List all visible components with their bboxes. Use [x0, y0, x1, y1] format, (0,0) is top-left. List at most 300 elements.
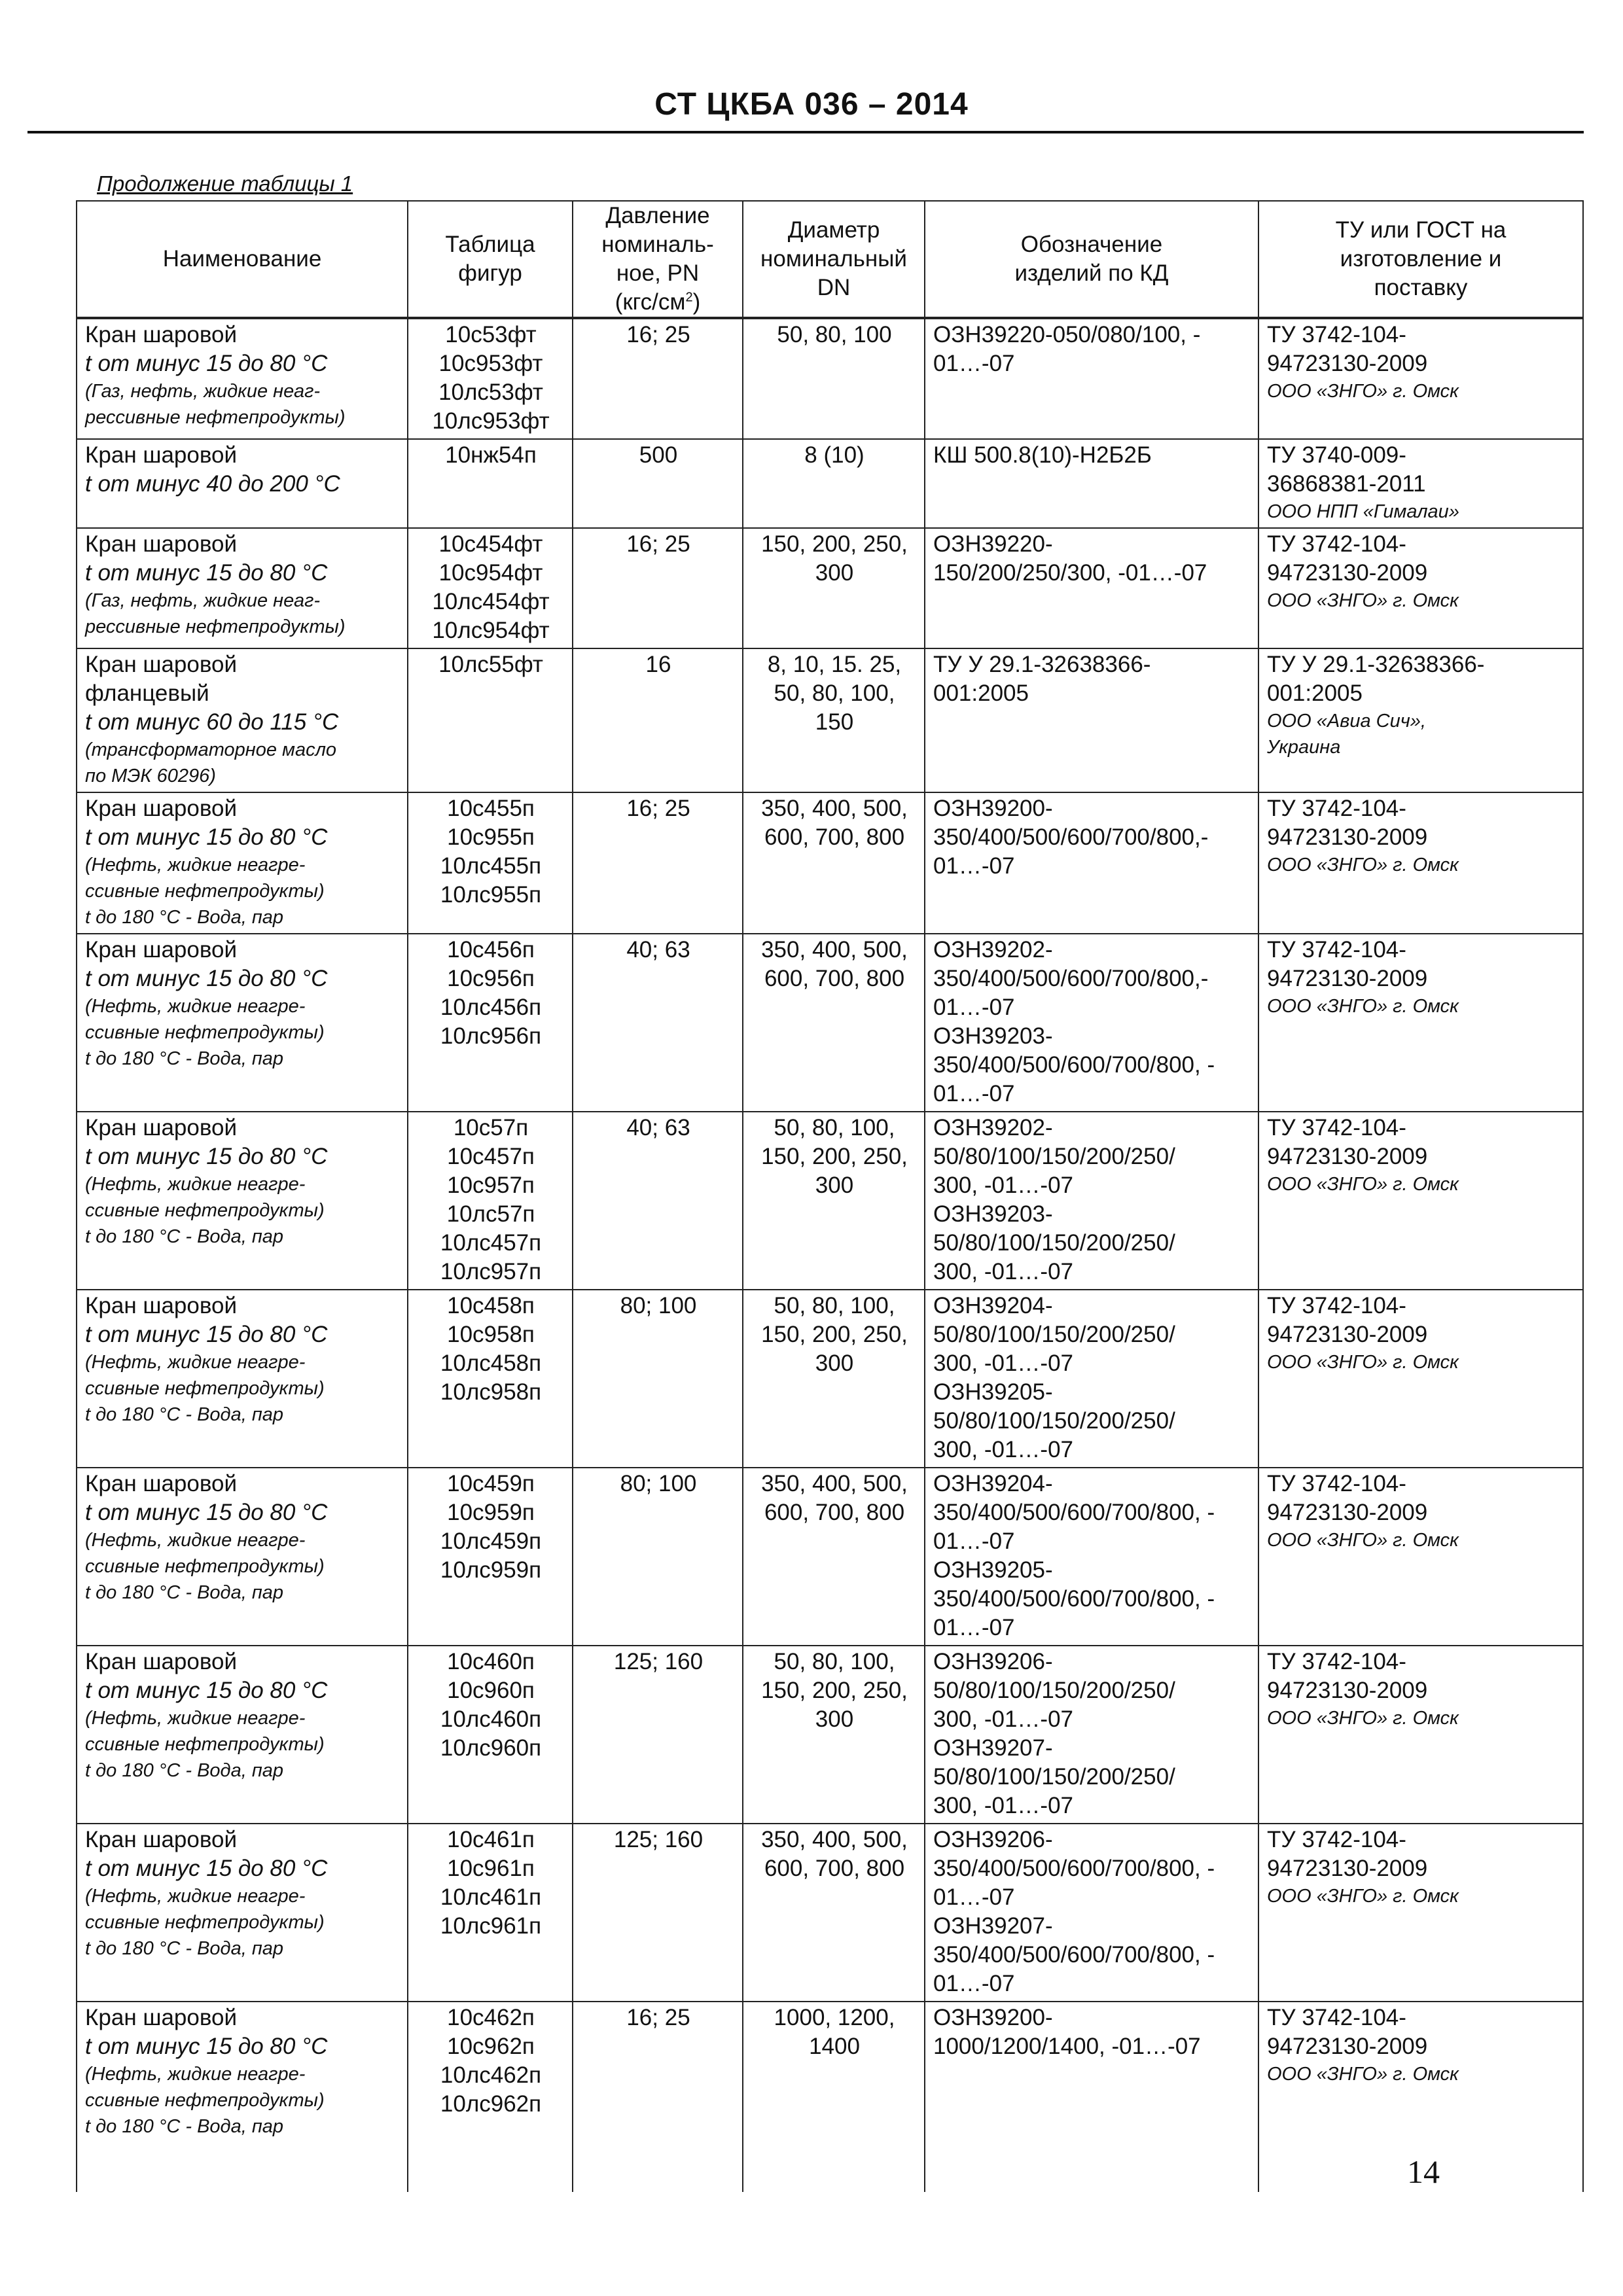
name-line: t до 180 °С - Вода, пар [85, 1582, 284, 1603]
cell-tu [1258, 528, 1583, 648]
figure-code: 10лс462п [440, 2062, 542, 2088]
tu-line: 94723130-2009 [1267, 1500, 1428, 1525]
kd-line: 350/400/500/600/700/800,- [933, 824, 1209, 850]
tu-line: ТУ 3742-104- [1267, 937, 1406, 963]
table-row [77, 792, 1583, 934]
cell-tu [1258, 792, 1583, 934]
name-line: (Нефть, жидкие неагре- [85, 1530, 306, 1551]
dn-line: 600, 700, 800 [764, 966, 905, 991]
table-row [77, 1824, 1583, 2002]
name-line: t до 180 °С - Вода, пар [85, 1404, 284, 1425]
cell-dn [743, 934, 925, 1112]
kd-line: ОЗН39204- [933, 1293, 1053, 1318]
tu-line: 94723130-2009 [1267, 1322, 1428, 1347]
tu-line: ООО «ЗНГО» г. Омск [1267, 1530, 1459, 1551]
dn-line: 600, 700, 800 [764, 824, 905, 850]
tu-line: ТУ У 29.1-32638366- [1267, 652, 1485, 677]
cell-pn [573, 528, 743, 648]
name-line: Кран шаровой [85, 322, 238, 347]
dn-line: 350, 400, 500, [761, 937, 908, 963]
kd-line: 350/400/500/600/700/800,- [933, 966, 1209, 991]
name-line: t до 180 °С - Вода, пар [85, 1938, 284, 1959]
kd-line: ОЗН39205- [933, 1379, 1053, 1405]
name-line: (Газ, нефть, жидкие неаг- [85, 381, 321, 402]
figure-code: 10с457п [447, 1144, 535, 1169]
kd-line: 01…-07 [933, 1081, 1015, 1106]
tu-line: 36868381-2011 [1267, 471, 1426, 497]
cell-figures [408, 1646, 573, 1824]
kd-line: 350/400/500/600/700/800, - [933, 1942, 1215, 1968]
figure-code: 10лс57п [446, 1201, 535, 1227]
dn-line: 600, 700, 800 [764, 1856, 905, 1881]
cell-dn [743, 1112, 925, 1290]
name-line: ссивные нефтепродукты) [85, 2090, 325, 2111]
name-line: t от минус 15 до 80 °С [85, 351, 328, 376]
col-header-kd-designation: Обозначение изделий по КД [925, 201, 1258, 318]
figure-code: 10с953фт [438, 351, 543, 376]
name-line: t до 180 °С - Вода, пар [85, 1048, 284, 1069]
kd-line: 01…-07 [933, 1528, 1015, 1554]
name-line: t от минус 60 до 115 °С [85, 709, 339, 735]
kd-line: 300, -01…-07 [933, 1437, 1074, 1462]
figure-code: 10лс459п [440, 1528, 542, 1554]
pn-value: 16; 25 [626, 531, 690, 557]
kd-line: 300, -01…-07 [933, 1351, 1074, 1376]
cell-pn [573, 1290, 743, 1468]
dn-line: 150, 200, 250, [761, 531, 908, 557]
cell-dn [743, 1468, 925, 1646]
name-line: t до 180 °С - Вода, пар [85, 1760, 284, 1781]
tu-line: ООО «ЗНГО» г. Омск [1267, 2064, 1459, 2085]
figure-code: 10нж54п [445, 442, 537, 468]
table-row [77, 648, 1583, 792]
cell-kd [925, 934, 1258, 1112]
cell-kd [925, 1824, 1258, 2002]
kd-line: 50/80/100/150/200/250/ [933, 1230, 1175, 1256]
name-line: Кран шаровой [85, 442, 238, 468]
figure-code: 10с959п [447, 1500, 535, 1525]
name-line: Кран шаровой [85, 1827, 238, 1852]
cell-name [77, 792, 408, 934]
tu-line: ООО «ЗНГО» г. Омск [1267, 1886, 1459, 1907]
cell-dn [743, 1824, 925, 2002]
figure-code: 10с962п [447, 2034, 535, 2059]
figure-code: 10лс460п [440, 1706, 542, 1732]
kd-line: ОЗН39200- [933, 2005, 1053, 2030]
cell-kd [925, 1290, 1258, 1468]
header-rule [27, 131, 1584, 133]
pn-value: 500 [639, 442, 678, 468]
tu-line: ТУ 3742-104- [1267, 2005, 1406, 2030]
name-line: t от минус 15 до 80 °С [85, 824, 328, 850]
cell-figures [408, 934, 573, 1112]
name-line: (Газ, нефть, жидкие неаг- [85, 590, 321, 611]
dn-line: 600, 700, 800 [764, 1500, 905, 1525]
kd-line: ОЗН39206- [933, 1827, 1053, 1852]
name-line: ссивные нефтепродукты) [85, 1022, 325, 1043]
tu-line: ТУ 3742-104- [1267, 1471, 1406, 1496]
kd-line: ОЗН39203- [933, 1201, 1053, 1227]
kd-line: 300, -01…-07 [933, 1173, 1074, 1198]
dn-line: 50, 80, 100, [774, 1649, 895, 1674]
figure-code: 10с456п [447, 937, 535, 963]
name-line: t от минус 15 до 80 °С [85, 1500, 328, 1525]
cell-kd [925, 318, 1258, 439]
dn-line: 150, 200, 250, [761, 1144, 908, 1169]
cell-figures [408, 1290, 573, 1468]
dn-line: 8 (10) [804, 442, 865, 468]
figure-code: 10с960п [447, 1678, 535, 1703]
kd-line: 50/80/100/150/200/250/ [933, 1322, 1175, 1347]
cell-kd [925, 439, 1258, 528]
name-line: рессивные нефтепродукты) [85, 407, 346, 428]
figure-code: 10лс953фт [432, 408, 550, 434]
cell-name [77, 1290, 408, 1468]
cell-name [77, 1468, 408, 1646]
figure-code: 10лс461п [440, 1884, 542, 1910]
dn-line: 150, 200, 250, [761, 1678, 908, 1703]
name-line: t от минус 15 до 80 °С [85, 966, 328, 991]
cell-figures [408, 318, 573, 439]
cell-pn [573, 439, 743, 528]
pn-value: 125; 160 [613, 1649, 704, 1674]
cell-kd [925, 2002, 1258, 2142]
dn-line: 150, 200, 250, [761, 1322, 908, 1347]
figure-code: 10с460п [447, 1649, 535, 1674]
dn-line: 150 [815, 709, 854, 735]
cell-pn [573, 2002, 743, 2142]
tu-line: ТУ 3742-104- [1267, 1649, 1406, 1674]
dn-line: 300 [815, 1706, 854, 1732]
cell-tu [1258, 318, 1583, 439]
name-line: ссивные нефтепродукты) [85, 1912, 325, 1933]
tu-line: ТУ 3742-104- [1267, 322, 1406, 347]
cell-figures [408, 1112, 573, 1290]
tu-line: ООО НПП «Гималаи» [1267, 501, 1459, 522]
cell-pn [573, 1112, 743, 1290]
cell-name [77, 439, 408, 528]
tu-line: ООО «ЗНГО» г. Омск [1267, 1174, 1459, 1195]
dn-line: 50, 80, 100 [777, 322, 892, 347]
kd-line: ОЗН39200- [933, 796, 1053, 821]
cell-tu [1258, 1112, 1583, 1290]
kd-line: 150/200/250/300, -01…-07 [933, 560, 1207, 586]
pn-value: 16; 25 [626, 796, 690, 821]
figure-code: 10с462п [447, 2005, 535, 2030]
cell-dn [743, 2002, 925, 2142]
empty-cell [573, 2142, 743, 2192]
table-continuation-space [77, 2142, 1583, 2192]
tu-line: Украина [1267, 737, 1341, 758]
figure-code: 10лс961п [440, 1913, 542, 1939]
cell-figures [408, 792, 573, 934]
table-header-row [77, 201, 1583, 318]
col-header-figure-table: Таблица фигур [408, 201, 573, 318]
table-row [77, 2002, 1583, 2142]
name-line: фланцевый [85, 680, 209, 706]
kd-line: 350/400/500/600/700/800, - [933, 1856, 1215, 1881]
name-line: t до 180 °С - Вода, пар [85, 2116, 284, 2137]
name-line: t от минус 15 до 80 °С [85, 1322, 328, 1347]
pn-value: 80; 100 [620, 1471, 697, 1496]
kd-line: 01…-07 [933, 1884, 1015, 1910]
pn-value: 16 [645, 652, 671, 677]
tu-line: 94723130-2009 [1267, 1144, 1428, 1169]
figure-code: 10лс958п [440, 1379, 542, 1405]
name-line: (Нефть, жидкие неагре- [85, 996, 306, 1017]
cell-kd [925, 1112, 1258, 1290]
col-header-nominal-diameter: Диаметр номинальный DN [743, 201, 925, 318]
name-line: (Нефть, жидкие неагре- [85, 2064, 306, 2085]
cell-pn [573, 1824, 743, 2002]
pn-value: 80; 100 [620, 1293, 697, 1318]
figure-code: 10с459п [447, 1471, 535, 1496]
name-line: рессивные нефтепродукты) [85, 616, 346, 637]
kd-line: 01…-07 [933, 853, 1015, 879]
cell-kd [925, 648, 1258, 792]
cell-dn [743, 528, 925, 648]
name-line: t от минус 15 до 80 °С [85, 2034, 328, 2059]
cell-kd [925, 1468, 1258, 1646]
cell-name [77, 2002, 408, 2142]
name-line: ссивные нефтепродукты) [85, 1378, 325, 1399]
kd-line: 001:2005 [933, 680, 1029, 706]
name-line: Кран шаровой [85, 796, 238, 821]
cell-name [77, 1112, 408, 1290]
figure-code: 10лс960п [440, 1735, 542, 1761]
cell-tu [1258, 439, 1583, 528]
kd-line: 01…-07 [933, 351, 1015, 376]
cell-pn [573, 648, 743, 792]
cell-dn [743, 1646, 925, 1824]
cell-figures [408, 648, 573, 792]
figure-code: 10лс454фт [432, 589, 550, 614]
dn-line: 8, 10, 15. 25, [767, 652, 902, 677]
figure-code: 10лс956п [440, 1023, 542, 1049]
name-line: ссивные нефтепродукты) [85, 1556, 325, 1577]
kd-line: 01…-07 [933, 995, 1015, 1020]
kd-line: 350/400/500/600/700/800, - [933, 1500, 1215, 1525]
name-line: ссивные нефтепродукты) [85, 881, 325, 902]
empty-cell [77, 2142, 408, 2192]
kd-line: ТУ У 29.1-32638366- [933, 652, 1151, 677]
cell-pn [573, 1468, 743, 1646]
name-line: t от минус 15 до 80 °С [85, 1678, 328, 1703]
name-line: Кран шаровой [85, 1649, 238, 1674]
name-line: Кран шаровой [85, 531, 238, 557]
tu-line: ТУ 3742-104- [1267, 796, 1406, 821]
tu-line: 001:2005 [1267, 680, 1363, 706]
cell-figures [408, 1824, 573, 2002]
cell-tu [1258, 1824, 1583, 2002]
figure-code: 10лс962п [440, 2091, 542, 2117]
kd-line: ОЗН39202- [933, 937, 1053, 963]
name-line: Кран шаровой [85, 937, 238, 963]
name-line: Кран шаровой [85, 1471, 238, 1496]
tu-line: ООО «ЗНГО» г. Омск [1267, 590, 1459, 611]
kd-line: 50/80/100/150/200/250/ [933, 1144, 1175, 1169]
figure-code: 10лс458п [440, 1351, 542, 1376]
table-body [77, 318, 1583, 2192]
table-row [77, 1468, 1583, 1646]
tu-line: ТУ 3742-104- [1267, 1293, 1406, 1318]
pn-value: 125; 160 [613, 1827, 704, 1852]
cell-tu [1258, 648, 1583, 792]
figure-code: 10с958п [447, 1322, 535, 1347]
table-row [77, 1646, 1583, 1824]
kd-line: ОЗН39202- [933, 1115, 1053, 1140]
cell-tu [1258, 2002, 1583, 2142]
tu-line: 94723130-2009 [1267, 824, 1428, 850]
empty-cell [925, 2142, 1258, 2192]
figure-code: 10с53фт [445, 322, 537, 347]
cell-dn [743, 792, 925, 934]
figure-code: 10лс55фт [438, 652, 543, 677]
cell-figures [408, 1468, 573, 1646]
table-row [77, 934, 1583, 1112]
name-line: по МЭК 60296) [85, 766, 216, 786]
tu-line: ООО «ЗНГО» г. Омск [1267, 855, 1459, 875]
tu-line: ООО «ЗНГО» г. Омск [1267, 381, 1459, 402]
figure-code: 10с954фт [438, 560, 543, 586]
dn-line: 50, 80, 100, [774, 1115, 895, 1140]
figure-code: 10с57п [453, 1115, 529, 1140]
dn-line: 50, 80, 100, [774, 1293, 895, 1318]
page-number: 14 [1407, 2153, 1440, 2190]
kd-line: ОЗН39220- [933, 531, 1053, 557]
kd-line: ОЗН39204- [933, 1471, 1053, 1496]
figure-code: 10с454фт [438, 531, 543, 557]
name-line: t до 180 °С - Вода, пар [85, 907, 284, 928]
name-line: ссивные нефтепродукты) [85, 1200, 325, 1221]
tu-line: ТУ 3740-009- [1267, 442, 1406, 468]
name-line: t от минус 15 до 80 °С [85, 560, 328, 586]
col-header-nominal-pressure: Давление номиналь- ное, PN $(кгс/см^2)$ [573, 201, 743, 318]
tu-line: 94723130-2009 [1267, 1856, 1428, 1881]
pn-value: 40; 63 [626, 1115, 690, 1140]
dn-line: 350, 400, 500, [761, 1827, 908, 1852]
name-line: (Нефть, жидкие неагре- [85, 1174, 306, 1195]
table-row [77, 1112, 1583, 1290]
name-line: ссивные нефтепродукты) [85, 1734, 325, 1755]
cell-kd [925, 528, 1258, 648]
kd-line: 50/80/100/150/200/250/ [933, 1408, 1175, 1434]
kd-line: 300, -01…-07 [933, 1259, 1074, 1284]
table-row [77, 528, 1583, 648]
dn-line: 1000, 1200, [774, 2005, 895, 2030]
dn-line: 300 [815, 1173, 854, 1198]
name-line: (Нефть, жидкие неагре- [85, 1708, 306, 1729]
kd-line: 01…-07 [933, 1971, 1015, 1996]
figure-code: 10с956п [447, 966, 535, 991]
pn-value: 16; 25 [626, 322, 690, 347]
tu-line: ООО «ЗНГО» г. Омск [1267, 1352, 1459, 1373]
figure-code: 10лс955п [440, 882, 542, 908]
table-row [77, 318, 1583, 439]
kd-line: ОЗН39220-050/080/100, - [933, 322, 1201, 347]
table-row [77, 439, 1583, 528]
cell-figures [408, 439, 573, 528]
kd-line: 50/80/100/150/200/250/ [933, 1678, 1175, 1703]
name-line: Кран шаровой [85, 1293, 238, 1318]
dn-line: 1400 [809, 2034, 860, 2059]
cell-pn [573, 318, 743, 439]
pn-value: 40; 63 [626, 937, 690, 963]
name-line: t от минус 40 до 200 °С [85, 471, 340, 497]
name-line: t от минус 15 до 80 °С [85, 1856, 328, 1881]
figure-code: 10с961п [447, 1856, 535, 1881]
cell-dn [743, 318, 925, 439]
cell-dn [743, 1290, 925, 1468]
cell-pn [573, 1646, 743, 1824]
figure-code: 10лс53фт [438, 380, 543, 405]
name-line: Кран шаровой [85, 2005, 238, 2030]
empty-cell [743, 2142, 925, 2192]
tu-line: ООО «ЗНГО» г. Омск [1267, 996, 1459, 1017]
table-continuation-caption: Продолжение таблицы 1 [97, 171, 353, 196]
figure-code: 10с955п [447, 824, 535, 850]
col-header-tu-gost: ТУ или ГОСТ на изготовление и поставку [1258, 201, 1583, 318]
dn-line: 300 [815, 1351, 854, 1376]
cell-tu [1258, 934, 1583, 1112]
dn-line: 350, 400, 500, [761, 1471, 908, 1496]
table-row [77, 1290, 1583, 1468]
tu-line: ООО «ЗНГО» г. Омск [1267, 1708, 1459, 1729]
empty-cell [408, 2142, 573, 2192]
cell-pn [573, 792, 743, 934]
kd-line: ОЗН39205- [933, 1557, 1053, 1583]
name-line: (Нефть, жидкие неагре- [85, 855, 306, 875]
cell-tu [1258, 1646, 1583, 1824]
figure-code: 10с461п [447, 1827, 535, 1852]
tu-line: ТУ 3742-104- [1267, 531, 1406, 557]
cell-dn [743, 439, 925, 528]
name-line: t от минус 15 до 80 °С [85, 1144, 328, 1169]
cell-name [77, 648, 408, 792]
kd-line: 1000/1200/1400, -01…-07 [933, 2034, 1201, 2059]
name-line: (Нефть, жидкие неагре- [85, 1352, 306, 1373]
cell-name [77, 1646, 408, 1824]
dn-line: 300 [815, 560, 854, 586]
name-line: (Нефть, жидкие неагре- [85, 1886, 306, 1907]
kd-line: ОЗН39206- [933, 1649, 1053, 1674]
cell-pn [573, 934, 743, 1112]
dn-line: 350, 400, 500, [761, 796, 908, 821]
cell-name [77, 1824, 408, 2002]
figure-code: 10лс959п [440, 1557, 542, 1583]
col-header-name: Наименование [77, 201, 408, 318]
dn-line: 50, 80, 100, [774, 680, 895, 706]
figure-code: 10лс455п [440, 853, 542, 879]
figure-code: 10с957п [447, 1173, 535, 1198]
name-line: (трансформаторное масло [85, 739, 337, 760]
cell-figures [408, 2002, 573, 2142]
tu-line: ТУ 3742-104- [1267, 1115, 1406, 1140]
document-code-header: СТ ЦКБА 036 – 2014 [654, 87, 969, 122]
name-line: Кран шаровой [85, 652, 238, 677]
kd-line: 50/80/100/150/200/250/ [933, 1764, 1175, 1790]
pn-value: 16; 25 [626, 2005, 690, 2030]
kd-line: 300, -01…-07 [933, 1706, 1074, 1732]
tu-line: 94723130-2009 [1267, 966, 1428, 991]
kd-line: 300, -01…-07 [933, 1793, 1074, 1818]
tu-line: 94723130-2009 [1267, 351, 1428, 376]
figure-code: 10лс457п [440, 1230, 542, 1256]
kd-line: ОЗН39207- [933, 1913, 1053, 1939]
cell-name [77, 528, 408, 648]
kd-line: КШ 500.8(10)-Н2Б2Б [933, 442, 1152, 468]
cell-tu [1258, 1468, 1583, 1646]
